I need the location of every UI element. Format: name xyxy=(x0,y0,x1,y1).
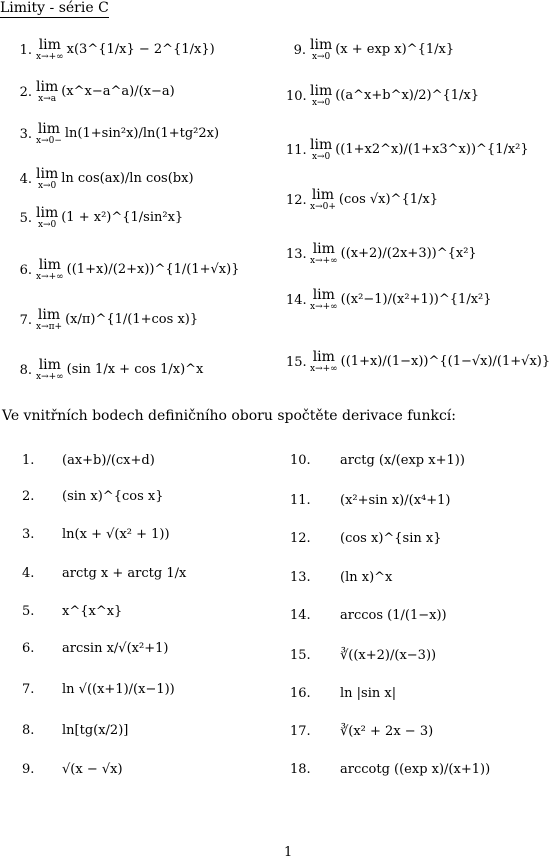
limit-operator: lim x→+∞ xyxy=(36,37,64,62)
item-number: 7. xyxy=(19,312,32,328)
limit-expression: (cos √x)^{1/x} xyxy=(338,192,438,207)
limit-subscript: x→+∞ xyxy=(36,372,64,382)
item-number: 1. xyxy=(19,42,32,58)
limit-item xyxy=(286,350,550,374)
item-number: 11. xyxy=(290,493,311,508)
derivative-item xyxy=(22,641,168,657)
item-number: 13. xyxy=(290,570,311,585)
item-number: 3. xyxy=(22,527,35,542)
limit-item xyxy=(16,167,194,191)
derivative-expression: ln(x + √(x² + 1)) xyxy=(62,527,170,542)
derivative-expression: √(x − √x) xyxy=(62,762,123,777)
item-number: 8. xyxy=(19,362,32,378)
limit-operator: lim x→+∞ xyxy=(36,257,64,282)
item-number: 4. xyxy=(22,566,35,581)
limit-expression: (1 + x²)^{1/sin²x} xyxy=(61,210,184,225)
limit-expression: (x/π)^{1/(1+cos x)} xyxy=(65,312,199,327)
limit-operator: lim x→+∞ xyxy=(310,349,338,374)
item-number: 9. xyxy=(293,42,306,58)
limit-expression: (sin 1/x + cos 1/x)^x xyxy=(66,362,204,377)
limit-subscript: x→a xyxy=(38,94,57,104)
derivative-expression: ∛(x² + 2x − 3) xyxy=(340,724,434,739)
derivative-item xyxy=(290,762,490,778)
limit-operator: lim x→+∞ xyxy=(310,287,338,312)
item-number: 3. xyxy=(19,126,32,142)
item-number: 1. xyxy=(22,453,35,468)
limit-item xyxy=(286,84,479,108)
limit-expression: x(3^{1/x} − 2^{1/x}) xyxy=(66,42,215,57)
derivative-item xyxy=(290,608,447,624)
derivative-expression: (x²+sin x)/(x⁴+1) xyxy=(340,493,451,508)
limit-expression: ((a^x+b^x)/2)^{1/x} xyxy=(335,88,480,103)
limit-operator: lim x→+∞ xyxy=(310,241,338,266)
item-number: 2. xyxy=(22,489,35,504)
limit-subscript: x→+∞ xyxy=(310,302,338,312)
derivative-expression: arccotg ((exp x)/(x+1)) xyxy=(340,762,491,777)
derivative-item xyxy=(290,493,450,509)
limit-item xyxy=(286,138,529,162)
item-number: 8. xyxy=(22,723,35,738)
limit-operator: lim x→0− xyxy=(36,121,62,146)
item-number: 16. xyxy=(290,686,311,701)
derivative-item xyxy=(22,723,128,739)
limit-subscript: x→+∞ xyxy=(36,52,64,62)
limit-expression: ((x+2)/(2x+3))^{x²} xyxy=(340,246,477,261)
derivative-expression: ln[tg(x/2)] xyxy=(62,723,129,738)
item-number: 15. xyxy=(286,354,307,370)
limit-expression: (x^x−a^a)/(x−a) xyxy=(61,84,175,99)
derivative-expression: (ln x)^x xyxy=(340,570,393,585)
limit-subscript: x→0+ xyxy=(310,202,336,212)
item-number: 13. xyxy=(286,246,307,262)
derivative-item xyxy=(22,566,186,582)
derivative-expression: ∛((x+2)/(x−3)) xyxy=(340,648,437,663)
derivative-expression: ln √((x+1)/(x−1)) xyxy=(62,682,175,697)
limit-operator: lim x→0 xyxy=(36,166,59,191)
derivatives-intro: Ve vnitřních bodech definičního oboru spočtěte derivace funkcí: xyxy=(2,408,456,424)
limit-subscript: x→+∞ xyxy=(310,256,338,266)
item-number: 10. xyxy=(286,88,307,104)
limit-item xyxy=(16,308,198,332)
derivative-expression: arctg (x/(exp x+1)) xyxy=(340,453,465,468)
limit-item xyxy=(16,358,203,382)
limit-subscript: x→0− xyxy=(36,136,62,146)
limit-expression: (x + exp x)^{1/x} xyxy=(335,42,455,57)
derivative-expression: (sin x)^{cos x} xyxy=(62,489,164,504)
limit-operator: lim x→a xyxy=(36,79,59,104)
derivative-item xyxy=(290,453,465,469)
derivative-expression: ln |sin x| xyxy=(340,686,397,701)
limit-item xyxy=(286,242,477,266)
page-title: Limity - série C xyxy=(0,0,109,16)
derivative-expression: arccos (1/(1−x)) xyxy=(340,608,447,623)
derivative-item xyxy=(290,686,396,702)
derivative-expression: x^{x^x} xyxy=(62,604,123,619)
limit-operator: lim x→0 xyxy=(310,137,333,162)
limit-item xyxy=(16,258,239,282)
item-number: 11. xyxy=(286,142,307,158)
limit-subscript: x→π+ xyxy=(36,322,63,332)
limit-expression: ln(1+sin²x)/ln(1+tg²2x) xyxy=(64,126,220,141)
limit-subscript: x→0 xyxy=(311,98,331,108)
limit-operator: lim x→+∞ xyxy=(36,357,64,382)
item-number: 2. xyxy=(19,84,32,100)
limit-subscript: x→0 xyxy=(311,152,331,162)
derivative-item xyxy=(22,604,122,620)
limit-subscript: x→+∞ xyxy=(310,364,338,374)
derivative-item xyxy=(22,527,170,543)
item-number: 17. xyxy=(290,724,311,739)
item-number: 14. xyxy=(290,608,311,623)
limit-subscript: x→0 xyxy=(37,220,57,230)
derivative-item xyxy=(22,762,123,778)
limit-subscript: x→+∞ xyxy=(36,272,64,282)
derivative-item xyxy=(290,648,436,664)
limit-item xyxy=(286,288,492,312)
limit-operator: lim x→0 xyxy=(310,37,333,62)
item-number: 5. xyxy=(22,604,35,619)
limit-expression: ((1+x)/(1−x))^{(1−√x)/(1+√x)} xyxy=(340,354,550,369)
limit-item xyxy=(286,188,438,212)
limit-expression: ((x²−1)/(x²+1))^{1/x²} xyxy=(340,292,492,307)
item-number: 5. xyxy=(19,210,32,226)
derivative-expression: (cos x)^{sin x} xyxy=(340,531,442,546)
item-number: 6. xyxy=(19,262,32,278)
limit-operator: lim x→0+ xyxy=(310,187,336,212)
item-number: 4. xyxy=(19,171,32,187)
limit-expression: ((1+x)/(2+x))^{1/(1+√x)} xyxy=(66,262,240,277)
derivative-item xyxy=(290,531,442,547)
item-number: 10. xyxy=(290,453,311,468)
derivative-expression: (ax+b)/(cx+d) xyxy=(62,453,155,468)
limit-item xyxy=(16,80,175,104)
derivative-expression: arcsin x/√(x²+1) xyxy=(62,641,169,656)
limit-operator: lim x→0 xyxy=(310,83,333,108)
limit-operator: lim x→0 xyxy=(36,205,59,230)
item-number: 9. xyxy=(22,762,35,777)
derivative-item xyxy=(290,724,433,740)
item-number: 18. xyxy=(290,762,311,777)
derivative-expression: arctg x + arctg 1/x xyxy=(62,566,187,581)
limit-expression: ln cos(ax)/ln cos(bx) xyxy=(61,171,194,186)
derivative-item xyxy=(290,570,392,586)
limit-subscript: x→0 xyxy=(37,181,57,191)
derivative-item xyxy=(22,489,164,505)
item-number: 12. xyxy=(286,192,307,208)
limit-item xyxy=(16,206,183,230)
derivative-item xyxy=(22,682,175,698)
page-number: 1 xyxy=(284,845,293,860)
item-number: 15. xyxy=(290,648,311,663)
limit-operator: lim x→π+ xyxy=(36,307,63,332)
limit-expression: ((1+x2^x)/(1+x3^x))^{1/x²} xyxy=(335,142,529,157)
item-number: 14. xyxy=(286,292,307,308)
item-number: 7. xyxy=(22,682,35,697)
item-number: 12. xyxy=(290,531,311,546)
derivative-item xyxy=(22,453,155,469)
limit-item xyxy=(286,38,454,62)
limit-item xyxy=(16,38,215,62)
item-number: 6. xyxy=(22,641,35,656)
limit-subscript: x→0 xyxy=(311,52,331,62)
limit-item xyxy=(16,122,219,146)
